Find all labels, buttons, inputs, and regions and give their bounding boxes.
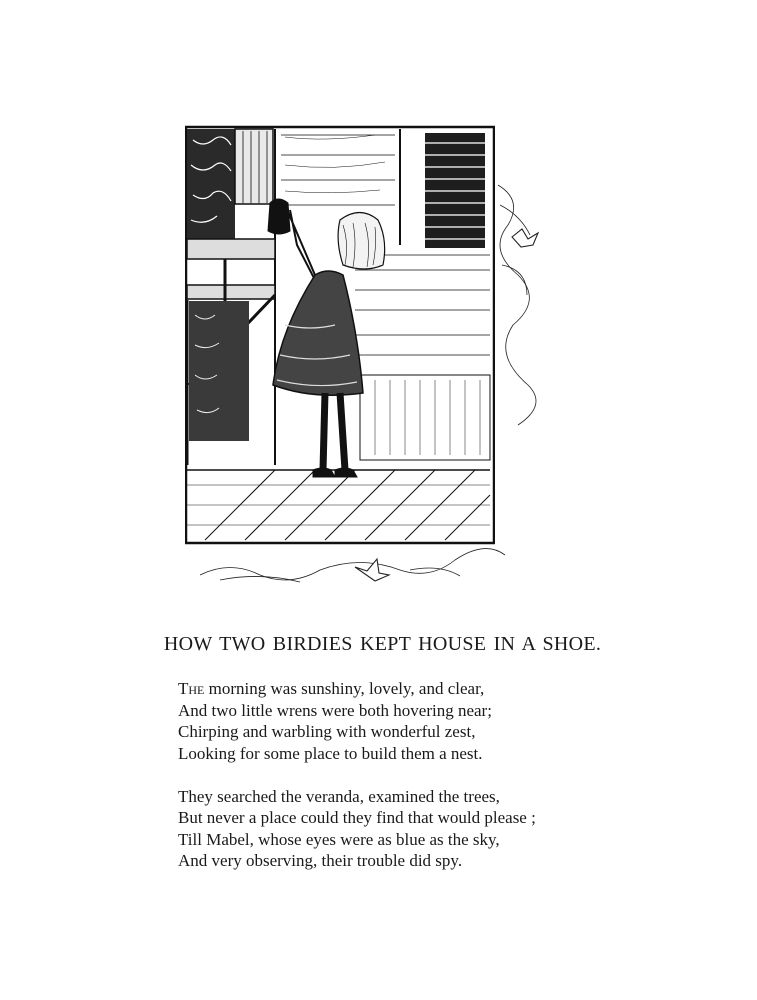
poem-line: Chirping and warbling with wonderful zest, (178, 722, 476, 741)
poem-line: Till Mabel, whose eyes were as blue as the sky, (178, 829, 500, 849)
poem-line (178, 678, 536, 700)
drop-word: The (178, 679, 205, 698)
poem-line: They searched the veranda, examined the trees, (178, 786, 500, 806)
poem-line: And two little wrens were both hovering near; (178, 700, 492, 720)
poem-line: Looking for some place to build them a nest. (178, 743, 483, 763)
stanza-2 (178, 786, 536, 872)
poem-body (178, 678, 536, 893)
line-text: morning was sunshiny, lovely, and clear, (204, 679, 485, 698)
flourish-with-birds (190, 175, 560, 595)
poem-line: But never a place could they find that would please ; (178, 808, 536, 827)
stanza-1 (178, 678, 536, 764)
poem-line: And very observing, their trouble did spy. (178, 851, 463, 870)
poem-title: HOW TWO BIRDIES KEPT HOUSE IN A SHOE. (163, 633, 602, 655)
